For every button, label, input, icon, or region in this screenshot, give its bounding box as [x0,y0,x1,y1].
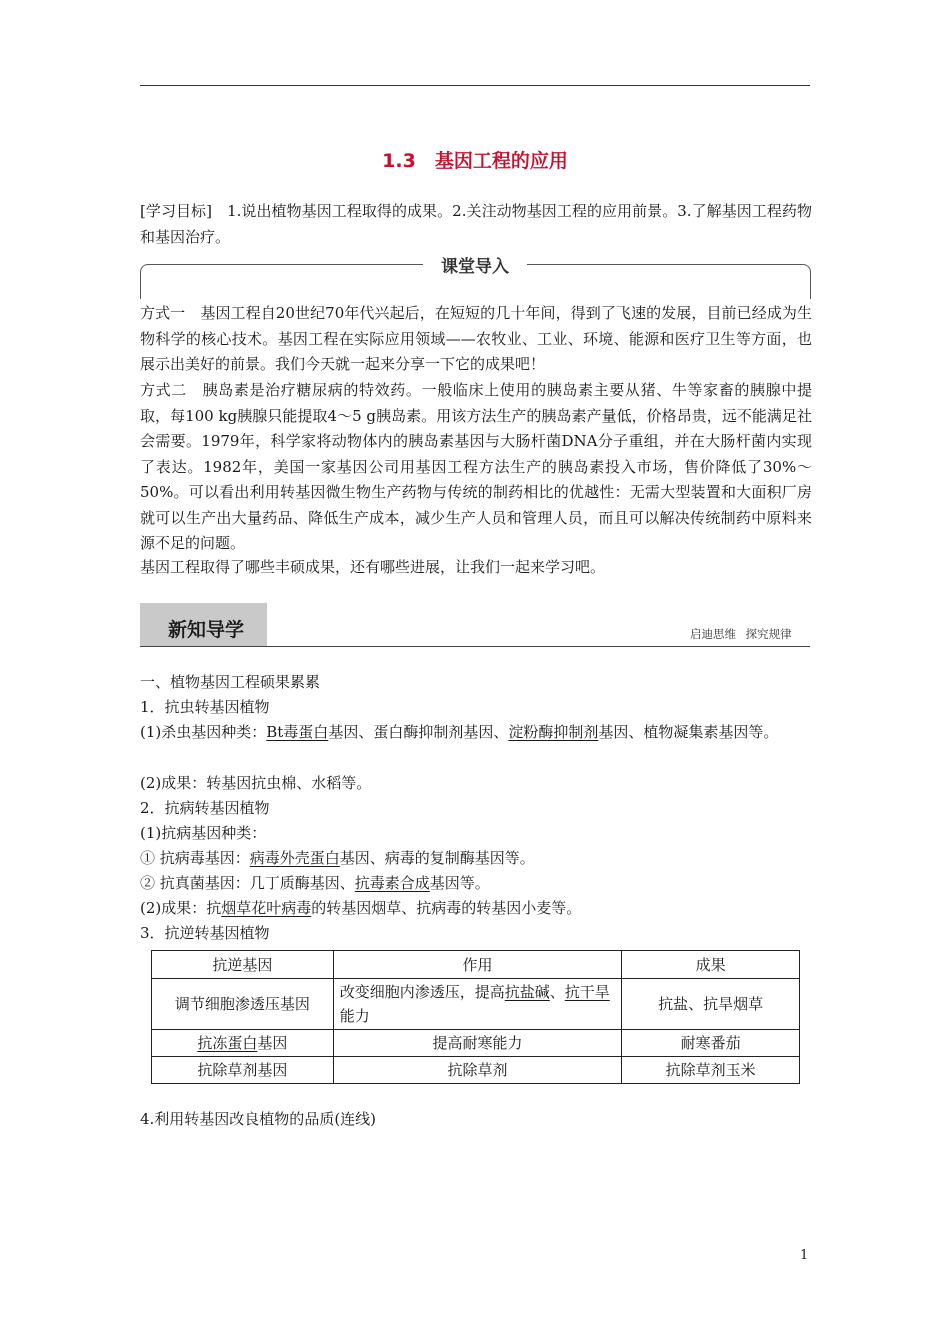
table-header-cell: 成果 [622,951,800,979]
table-cell: 耐寒番茄 [622,1030,800,1057]
text-segment: (1)杀虫基因种类： [140,723,267,741]
intro-closing: 基因工程取得了哪些丰硕成果，还有哪些进展，让我们一起来学习吧。 [140,558,606,576]
table-cell: 抗盐、抗旱烟草 [622,979,800,1030]
section-subtitle: 启迪思维 探究规律 [690,627,792,641]
table-header-cell: 抗逆基因 [152,951,334,979]
table-cell: 提高耐寒能力 [333,1030,622,1057]
table-row [152,1057,800,1084]
table-row [152,979,800,1030]
page-number: 1 [800,1248,809,1263]
text-segment: 、 [549,983,565,1001]
text-segment: 基因、病毒的复制酶基因等。 [339,849,535,867]
text-segment: 基因、植物凝集素基因等。 [598,723,779,741]
intro-method-2: 方式二 胰岛素是治疗糖尿病的特效药。一般临床上使用的胰岛素主要从猪、牛等家畜的胰腺中提取，每100 kg胰腺只能提取4～5 g胰岛素。用该方法生产的胰岛素产量低，价格昂贵，远不能满足社会需要。1979年，科学家将动物体内的胰岛素基因与大肠杆菌DNA分子重组，并在大肠杆菌内实现了表达。1982年，美国一家基因公司用基因工程方法生产的胰岛素投入市场，售价降低了30%～50%。可以看出利用转基因微生物生产药物与传统的制药相比的优越性：无需大型装置和大面积厂房就可以生产出大量药品、降低生产成本，减少生产人员和管理人员，而且可以解决传统制药中原料来源不足的问题。 [140,381,812,552]
text-segment: 基因、蛋白酶抑制剂基因、 [328,723,509,741]
underlined-term: Bt毒蛋白 [266,723,329,741]
underlined-term: 淀粉酶抑制剂 [508,723,599,741]
table-cell [333,979,622,1030]
text-segment: ② 抗真菌基因：几丁质酶基因、 [140,874,355,892]
page-title: 1.3 基因工程的应用 [382,150,568,172]
heading-stress-resistant: 3．抗逆转基因植物 [140,924,270,942]
text-segment: ① 抗病毒基因： [140,849,250,867]
table-header-row [152,951,800,979]
table-cell: 调节细胞渗透压基因 [152,979,334,1030]
underlined-term: 病毒外壳蛋白 [249,849,340,867]
insect-resistant-results: (2)成果：转基因抗虫棉、水稻等。 [140,774,372,792]
table-cell [152,1030,334,1057]
intro-box-label: 课堂导入 [423,252,527,277]
table-cell: 抗除草剂 [333,1057,622,1084]
learning-objectives [140,199,812,250]
objectives-text: 1.说出植物基因工程取得的成果。2.关注动物基因工程的应用前景。3.了解基因工程药物和基因治疗。 [140,202,812,246]
table-row [152,1030,800,1057]
text-segment: 基因等。 [429,874,490,892]
heading-insect-resistant: 1．抗虫转基因植物 [140,698,270,716]
table-cell: 抗除草剂玉米 [622,1057,800,1084]
stress-resistance-table [151,950,800,1084]
antifungal-genes [140,871,812,897]
header-rule [140,85,810,86]
insecticidal-gene-types [140,720,812,746]
text-segment: 能力 [339,1007,370,1025]
disease-resistant-results [140,896,812,922]
text-segment: 的转基因烟草、抗病毒的转基因小麦等。 [311,899,582,917]
underlined-term: 抗毒素合成 [354,874,430,892]
underlined-term: 抗干旱 [564,983,610,1001]
table-cell: 抗除草剂基因 [152,1057,334,1084]
underlined-term: 抗冻蛋白 [197,1034,258,1052]
underlined-term: 抗盐碱 [504,983,550,1001]
text-segment: 基因 [257,1034,288,1052]
section-title: 新知导学 [168,619,245,641]
heading-disease-resistant: 2．抗病转基因植物 [140,799,270,817]
text-segment: (2)成果：抗 [140,899,222,917]
text-segment: 改变细胞内渗透压，提高 [339,983,505,1001]
table-header-cell: 作用 [333,951,622,979]
objectives-label: [学习目标] [140,202,212,220]
heading-plant-genetic-engineering: 一、植物基因工程硕果累累 [140,673,321,691]
underlined-term: 烟草花叶病毒 [221,899,312,917]
antiviral-genes [140,846,812,872]
disease-gene-types: (1)抗病基因种类： [140,824,267,842]
intro-method-1: 方式一 基因工程自20世纪70年代兴起后，在短短的几十年间，得到了飞速的发展，目前已经成为生物科学的核心技术。基因工程在实际应用领域——农牧业、工业、环境、能源和医疗卫生等方面，也展示出美好的前景。我们今天就一起来分享一下它的成果吧！ [140,304,812,373]
heading-quality-improvement: 4.利用转基因改良植物的品质(连线) [140,1110,377,1128]
